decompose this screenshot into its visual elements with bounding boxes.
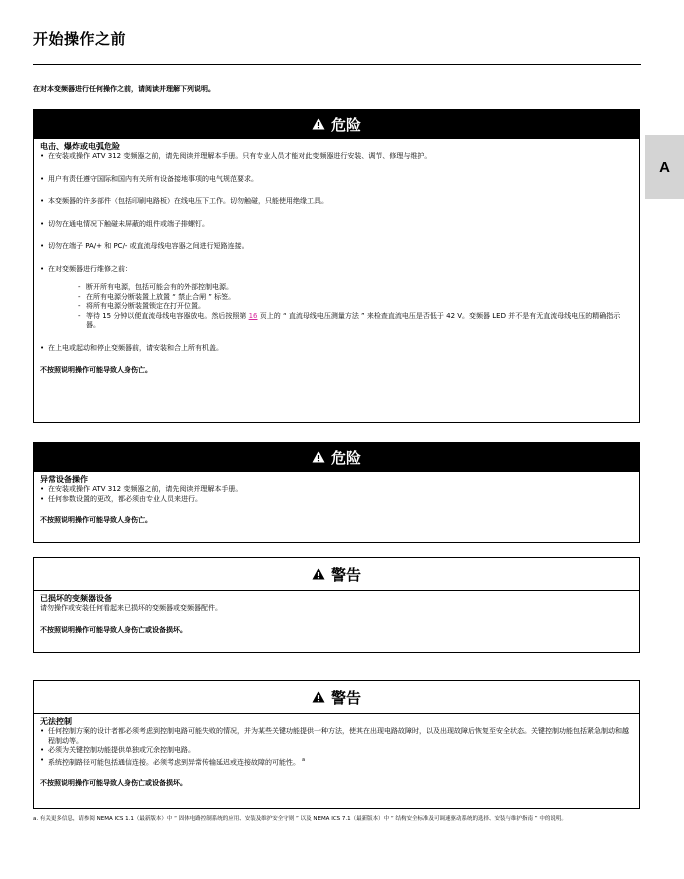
hazard-title: 已损坏的变频器设备 [40,594,112,603]
danger-box-electric [33,109,640,423]
danger-header-label: 危险 [330,448,361,467]
bullet-item: • 切勿在端子 PA/+ 和 PC/- 或直流母线电容器之间进行短路连接。 [40,242,633,252]
bullet-item: • 必须为关键控制功能提供单独或冗余控制电路。 [40,746,633,756]
bullet-item [40,756,633,768]
dash-item: - 断开所有电源，包括可能会有的外部控制电源。 [40,283,633,293]
bullet-item: • 在对变频器进行维修之前： [40,265,633,275]
bullet-text: 系统控制路径可能包括通信连接。必须考虑到异常传输延迟或连接故障的可能性。 [48,757,300,766]
bullet-item: • 在安装或操作 ATV 312 变频器之前，请先阅读并理解本手册。 [40,485,633,495]
warning-triangle-icon [312,451,325,463]
closing-statement: 不按照说明操作可能导致人身伤亡或设备损坏。 [40,625,187,634]
bullet-item: • 切勿在通电情况下触碰未屏蔽的组件或端子排螺钉。 [40,220,633,230]
dash-text: 等待 15 分钟以便直流母线电容器放电。然后按照第 [86,311,249,320]
bullet-item: • 任何参数设置的更改，都必须由专业人员来进行。 [40,495,633,505]
danger-header [34,110,639,139]
danger-box-operation [33,442,640,543]
bullet-item: • 在上电或起动和停止变频器前，请安装和合上所有机盖。 [40,344,633,354]
footnote: a. 有关更多信息，请参阅 NEMA ICS 1.1（最新版本）中 “ 固体电路控制系统的应用、安装及维护安全守则 ” 以及 NEMA ICS 7.1（最新版本）中 “ 结构安全标准及可调速驱动系统的选择、安装与维护指南 ” 中的说明。 [33,816,567,822]
bullet-item: • 在安装或操作 ATV 312 变频器之前，请先阅读并理解本手册。只有专业人员才能对此变频器进行安装、调节、修理与维护。 [40,152,633,162]
page-link[interactable]: 16 [248,311,258,320]
closing-statement: 不按照说明操作可能导致人身伤亡。 [40,366,152,374]
footnote-marker: a [302,756,306,763]
warning-triangle-icon [312,691,325,703]
warning-header [34,681,639,714]
page-title: 开始操作之前 [33,30,127,48]
warning-box-control [33,680,640,809]
closing-statement: 不按照说明操作可能导致人身伤亡。 [40,516,152,524]
section-tab[interactable] [645,135,684,199]
warning-header-label: 警告 [330,688,361,707]
danger-header-label: 危险 [330,115,361,134]
intro-text: 在对本变频器进行任何操作之前，请阅读并理解下列说明。 [33,85,215,93]
warning-triangle-icon [312,118,325,130]
title-divider [33,64,641,65]
warning-box-damaged [33,557,640,653]
danger-header [34,443,639,472]
dash-item: - 将所有电源分断装置锁定在打开位置。 [40,302,633,312]
closing-statement: 不按照说明操作可能导致人身伤亡或设备损坏。 [40,779,187,788]
warning-header [34,558,639,591]
hazard-title: 电击、爆炸或电弧危险 [40,142,120,151]
warning-triangle-icon [312,568,325,580]
bullet-item: • 任何控制方案的设计者都必须考虑到控制电路可能失败的情况，并为某些关键功能提供一种方法，使其在出现电路故障时，以及出现故障后恢复至安全状态。关键控制功能包括紧急制动和越程制动等。 [40,727,633,746]
bullet-item: • 用户有责任遵守国际和国内有关所有设备接地事项的电气规范要求。 [40,175,633,185]
bullet-item: • 本变频器的许多部件（包括印刷电路板）在线电压下工作。切勿触碰，只能使用绝缘工具。 [40,197,633,207]
description-text: 请勿操作或安装任何看起来已损坏的变频器或变频器配件。 [40,604,222,612]
dash-item [40,312,633,331]
section-tab-label: A [659,158,670,176]
dash-text: 页上的 “ 直流母线电压测量方法 ” 来检查直流电压是否低于 42 V。变频器 LED 并不是有无直流母线电压的精确指示器。 [86,311,621,329]
warning-header-label: 警告 [330,565,361,584]
dash-item: - 在所有电源分断装置上放置 “ 禁止合闸 ” 标签。 [40,293,633,303]
hazard-title: 异常设备操作 [40,475,88,484]
hazard-title: 无法控制 [40,717,72,726]
